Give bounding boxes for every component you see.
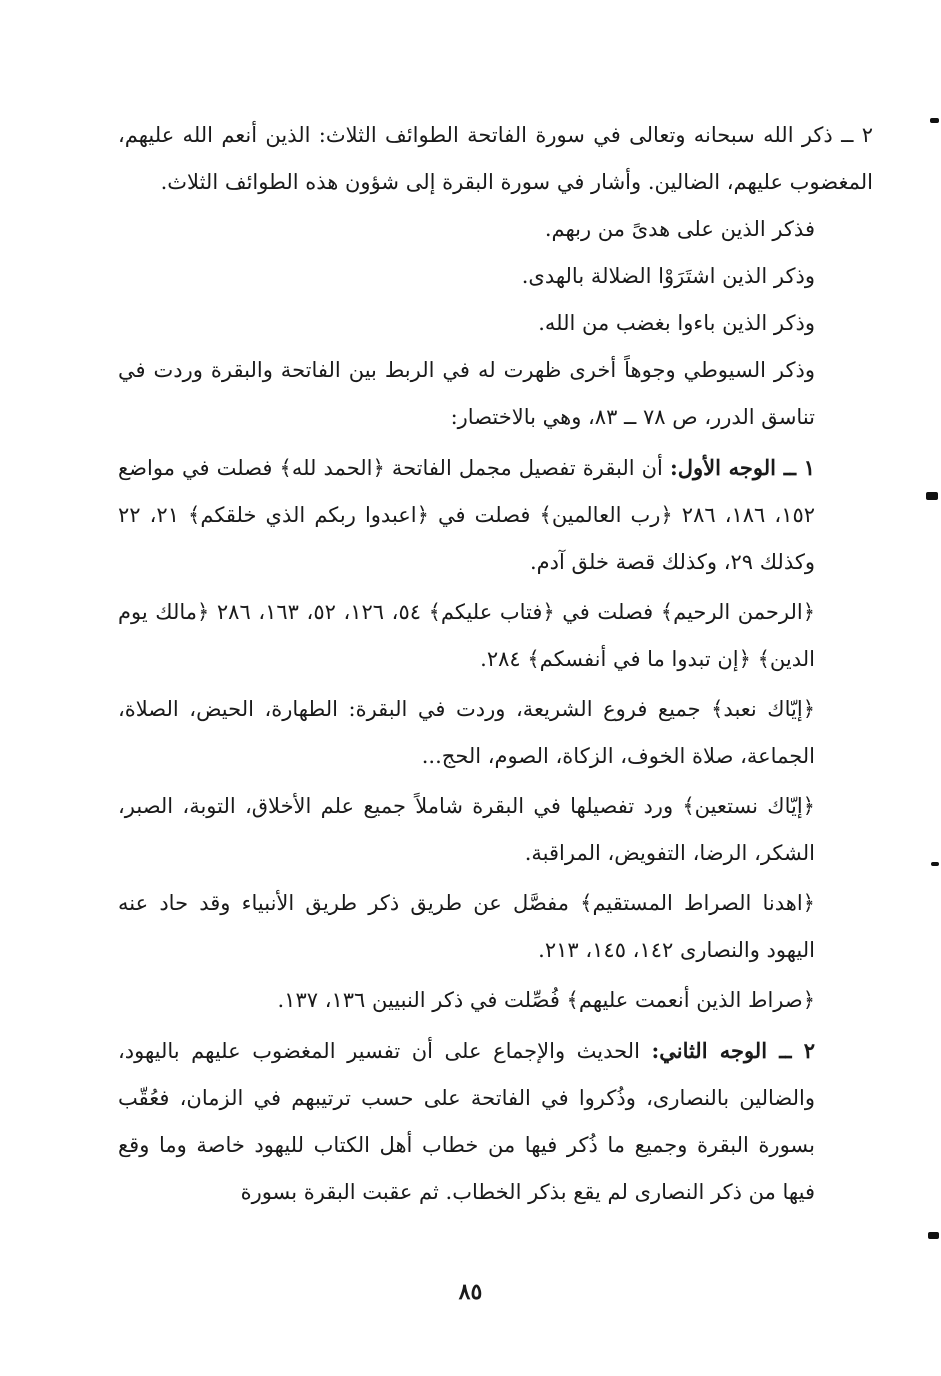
paragraph-6 xyxy=(118,444,873,586)
paragraph-3: وذكر الذين اشتَرَوْا الضلالة بالهدى. xyxy=(521,264,815,288)
scan-mark-4 xyxy=(928,1232,939,1239)
paragraph-6-body: أن البقرة تفصيل مجمل الفاتحة ﴿الحمد لله﴾ فصلت في مواضع ١٥٢، ١٨٦، ٢٨٦ ﴿رب العالمين﴾ فصلت في ﴿اعبدوا ربكم الذي خلقكم﴾ ٢١، ٢٢ وكذلك ٢٩، وكذلك قصة خلق آدم. xyxy=(118,456,816,574)
paragraph-12-body: الحديث والإجماع على أن تفسير المغضوب عليهم باليهود، والضالين بالنصارى، وذُكروا في الفاتحة على حسب ترتيبهم في الزمان، فعُقّب بسورة البقرة وجميع ما ذُكر فيها من خطاب أهل الكتاب لليهود خاصة وما وقع فيها من ذكر النصارى لم يقع بذكر الخطاب. ثم عقبت البقرة بسورة xyxy=(118,1039,815,1204)
page-text xyxy=(118,112,873,1216)
scan-mark-3 xyxy=(931,862,939,866)
paragraph-2: فذكر الذين على هدىً من ربهم. xyxy=(544,217,815,241)
paragraph-9: ﴿إيّاك نستعين﴾ ورد تفصيلها في البقرة شاملاً جميع علم الأخلاق، التوبة، الصبر، الشكر، الرضا، التفويض، المراقبة. xyxy=(118,794,815,865)
section-heading-first: ١ ــ الوجه الأول: xyxy=(669,455,815,480)
paragraph-12 xyxy=(118,1027,873,1216)
paragraph-5: وذكر السيوطي وجوهاً أخرى ظهرت له في الربط بين الفاتحة والبقرة وردت في تناسق الدرر، ص ٧٨ ــ ٨٣، وهي بالاختصار: xyxy=(118,358,815,429)
paragraph-11: ﴿صراط الذين أنعمت عليهم﴾ فُصِّلت في ذكر النبيين ١٣٦، ١٣٧. xyxy=(277,988,815,1012)
paragraph-4: وذكر الذين باءوا بغضب من الله. xyxy=(538,311,815,335)
paragraph-7: ﴿الرحمن الرحيم﴾ فصلت في ﴿فتاب عليكم﴾ ٥٤، ١٢٦، ٥٢، ١٦٣، ٢٨٦ ﴿مالك يوم الدين﴾ ﴿إن تبدوا ما في أنفسكم﴾ ٢٨٤. xyxy=(118,600,816,671)
page-number: ٨٥ xyxy=(458,1279,483,1305)
section-heading-second: ٢ ــ الوجه الثاني: xyxy=(651,1038,815,1063)
paragraph-8: ﴿إيّاك نعبد﴾ جميع فروع الشريعة، وردت في البقرة: الطهارة، الحيض، الصلاة، الجماعة، صلاة الخوف، الزكاة، الصوم، الحج... xyxy=(118,697,815,768)
scan-mark-2 xyxy=(926,492,938,500)
paragraph-1: ٢ ــ ذكر الله سبحانه وتعالى في سورة الفاتحة الطوائف الثلاث: الذين أنعم الله عليهم، المغضوب عليهم، الضالين. وأشار في سورة البقرة إلى شؤون هذه الطوائف الثلاث. xyxy=(118,123,873,194)
paragraph-10: ﴿اهدنا الصراط المستقيم﴾ مفصَّل عن طريق ذكر طريق الأنبياء وقد حاد عنه اليهود والنصارى ١٤٢، ١٤٥، ٢١٣. xyxy=(118,891,815,962)
scan-mark-1 xyxy=(930,118,939,123)
